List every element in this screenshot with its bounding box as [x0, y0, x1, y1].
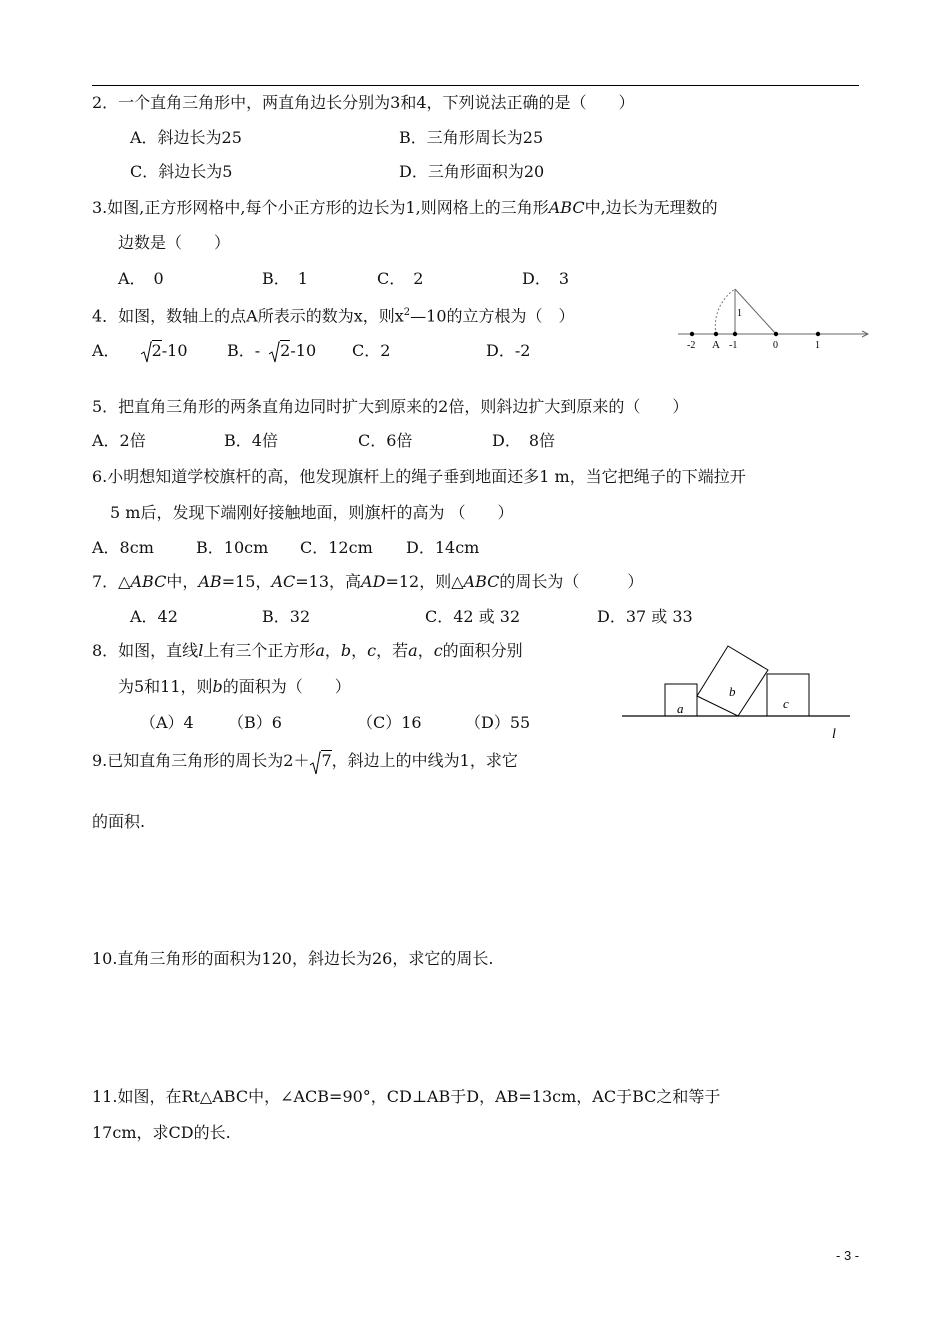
- header-rule: [92, 85, 859, 86]
- q6-option-c: C．12cm: [300, 538, 373, 557]
- q2-stem: 2．一个直角三角形中，两直角边长分别为3和4，下列说法正确的是（ ）: [92, 93, 635, 112]
- sqrt-symbol: 2: [268, 340, 290, 364]
- square-b: [697, 646, 768, 716]
- q8-stem: 8．如图，直线l上有三个正方形a，b，c，若a，c的面积分别: [92, 641, 523, 660]
- q4-option-a: A． 2-10: [92, 340, 188, 364]
- q6-stem-line2: 5 m后，发现下端刚好接触地面，则旗杆的高为 （ ）: [110, 503, 514, 522]
- q8-option-c: （C）16: [357, 713, 422, 732]
- sqrt-symbol: 2: [140, 340, 162, 364]
- q7-option-c: C．42 或 32: [425, 607, 521, 626]
- q8-option-b: （B）6: [228, 713, 282, 732]
- point-a-label: A: [712, 339, 720, 351]
- sqrt-symbol: 7: [309, 750, 331, 776]
- q2-option-c: C．斜边长为5: [130, 162, 233, 181]
- q2-option-d: D．三角形面积为20: [399, 162, 545, 181]
- height-label: 1: [737, 308, 742, 319]
- arc: [715, 289, 735, 334]
- tick-dot: [690, 332, 694, 336]
- q6-option-a: A．8cm: [92, 538, 154, 557]
- q8-stem-line2: 为5和11，则b的面积为（ ）: [118, 677, 351, 696]
- q10-stem: 10.直角三角形的面积为120，斜边长为26，求它的周长.: [92, 949, 494, 968]
- tick-dot: [733, 332, 737, 336]
- q4-option-c: C．2: [352, 341, 391, 360]
- label-b: b: [729, 684, 736, 699]
- q3-option-d: D． 3: [522, 269, 570, 288]
- q7-option-b: B．32: [262, 607, 311, 626]
- q3-option-a: A． 0: [118, 269, 164, 288]
- q9-stem: 9.已知直角三角形的周长为2＋ 7，斜边上的中线为1，求它: [92, 750, 518, 776]
- number-line-figure: [672, 284, 872, 354]
- q4-option-b: B．- 2-10: [227, 340, 316, 364]
- q5-stem: 5．把直角三角形的两条直角边同时扩大到原来的2倍，则斜边扩大到原来的（ ）: [92, 397, 689, 416]
- q7-option-a: A．42: [130, 607, 178, 626]
- q5-option-b: B．4倍: [224, 431, 278, 450]
- tick-label: 1: [815, 340, 820, 351]
- label-l: l: [832, 727, 836, 742]
- q4-option-d: D．-2: [486, 341, 531, 360]
- q5-option-d: D． 8倍: [492, 431, 556, 450]
- q11-stem-line2: 17cm，求CD的长.: [92, 1123, 231, 1142]
- q2-option-b: B．三角形周长为25: [399, 128, 544, 147]
- tick-label: -1: [729, 340, 738, 351]
- q5-option-a: A．2倍: [92, 431, 146, 450]
- q9-stem-line2: 的面积.: [92, 812, 146, 831]
- q3-stem-line2: 边数是（ ）: [118, 233, 231, 252]
- q8-option-a: （A）4: [140, 713, 194, 732]
- q5-option-c: C．6倍: [358, 431, 413, 450]
- squares-figure: [618, 640, 858, 750]
- tick-label: -2: [687, 340, 696, 351]
- q6-option-b: B．10cm: [196, 538, 269, 557]
- label-a: a: [677, 701, 684, 716]
- q8-option-d: （D）55: [465, 713, 531, 732]
- q6-stem: 6.小明想知道学校旗杆的高，他发现旗杆上的绳子垂到地面还多1 m，当它把绳子的下端拉开: [92, 467, 746, 486]
- q7-option-d: D．37 或 33: [597, 607, 693, 626]
- tick-dot: [774, 332, 778, 336]
- tick-dot: [714, 332, 718, 336]
- tick-label: 0: [773, 340, 778, 351]
- q4-stem: 4．如图，数轴上的点A所表示的数为x，则$x^2—10$的立方根为（ ）: [92, 306, 575, 326]
- tick-dot: [816, 332, 820, 336]
- q7-stem: 7．△ABC中，AB=15，AC=13，高AD=12，则△ABC的周长为（ ）: [92, 572, 644, 591]
- q3-stem: 3.如图,正方形网格中,每个小正方形的边长为1,则网格上的三角形ABC中,边长为无理数的: [92, 198, 718, 217]
- q6-option-d: D．14cm: [406, 538, 480, 557]
- page-number: - 3 -: [836, 1248, 860, 1263]
- q3-option-c: C． 2: [377, 269, 424, 288]
- q2-option-a: A．斜边长为25: [130, 128, 242, 147]
- q11-stem: 11.如图，在Rt△ABC中，∠ACB=90°，CD⊥AB于D，AB=13cm，AC于BC之和等于: [92, 1087, 721, 1106]
- q3-option-b: B． 1: [262, 269, 308, 288]
- label-c: c: [783, 696, 789, 711]
